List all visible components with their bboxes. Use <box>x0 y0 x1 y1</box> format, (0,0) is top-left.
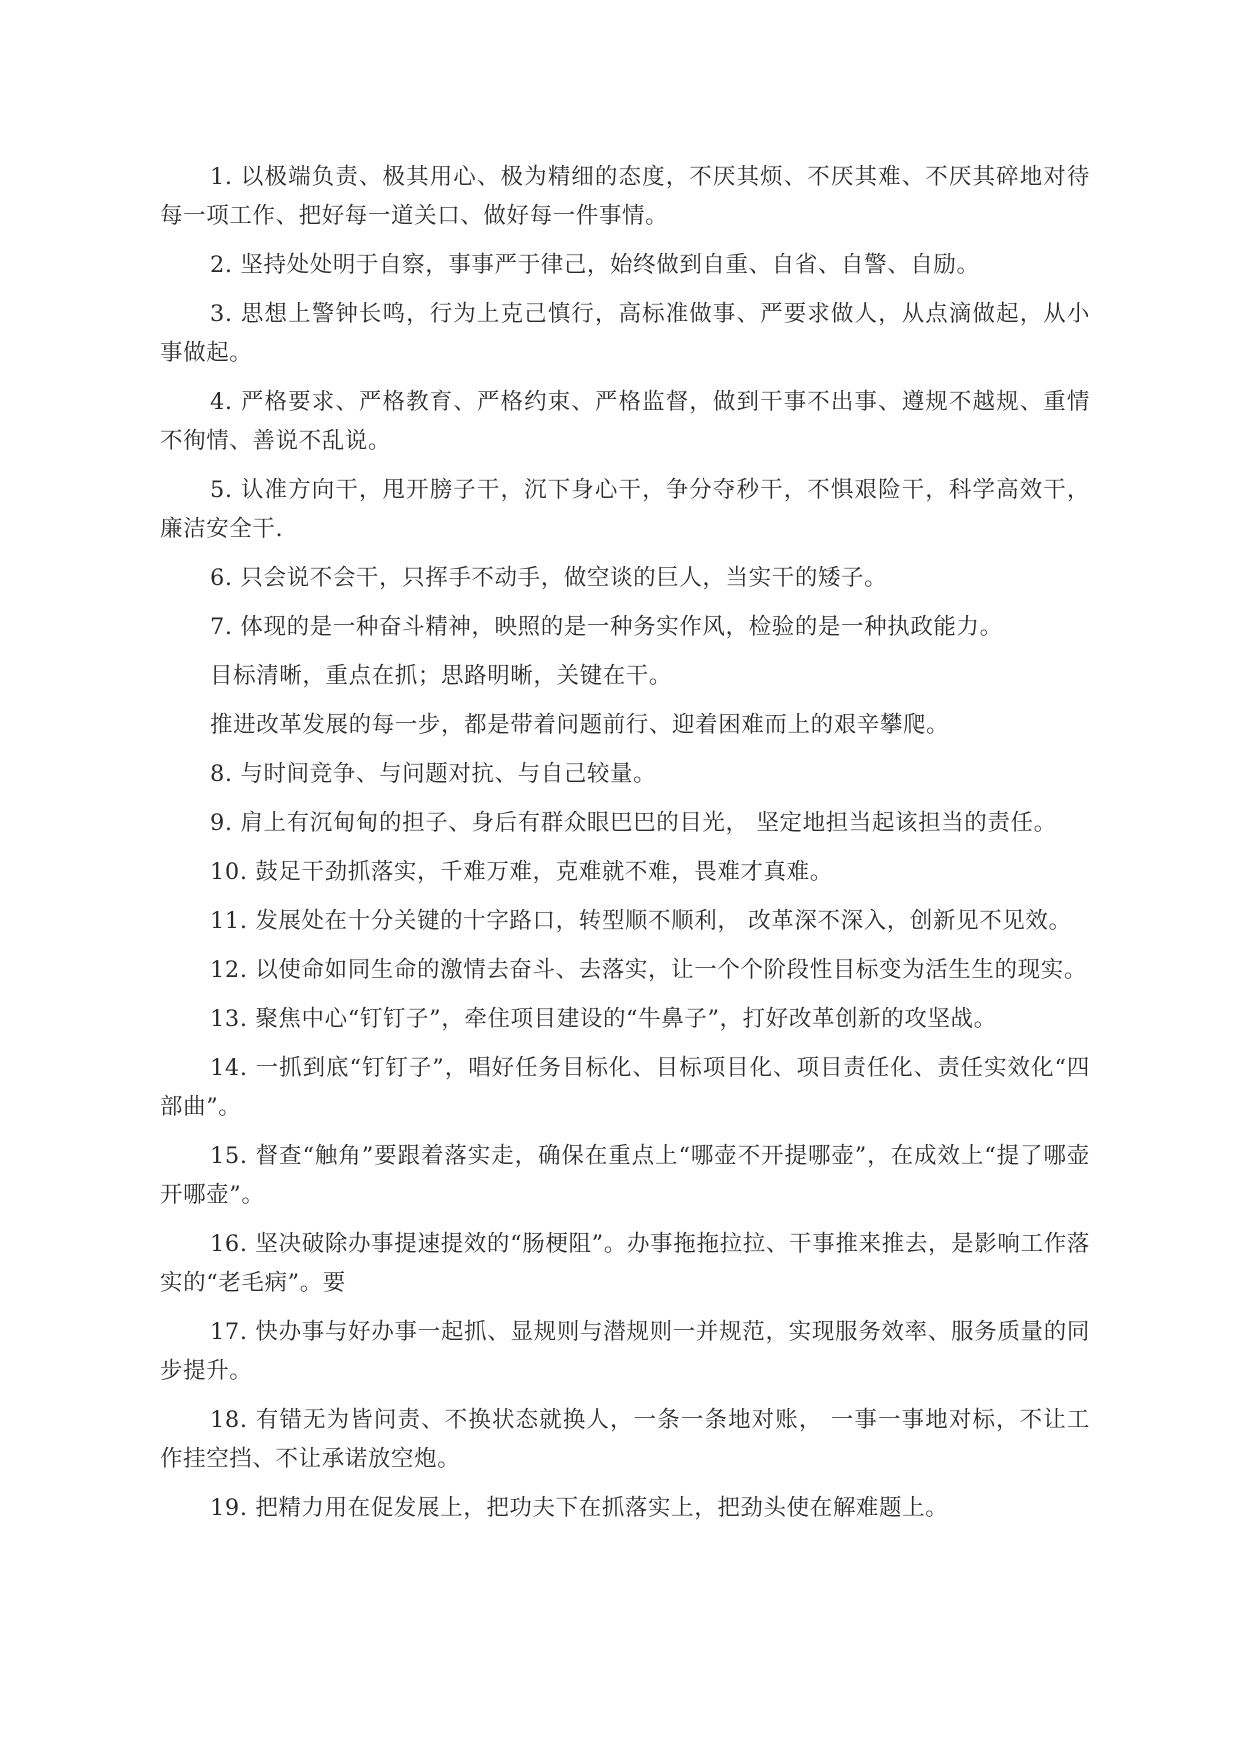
paragraph-7a: 目标清晰，重点在抓；思路明晰，关键在干。 <box>210 663 673 689</box>
paragraph-19: 19. 把精力用在促发展上，把功夫下在抓落实上，把劲头使在解难题上。 <box>210 1495 949 1521</box>
paragraph-3: 3. 思想上警钟长鸣，行为上克己慎行，高标准做事、严要求做人，从点滴做起，从小事做起。 <box>160 301 1090 366</box>
paragraph-2: 2. 坚持处处明于自察，事事严于律己，始终做到自重、自省、自警、自励。 <box>210 252 980 278</box>
paragraph-5: 5. 认准方向干，甩开膀子干，沉下身心干，争分夺秒干，不惧艰险干，科学高效干，廉洁安全干. <box>160 477 1090 542</box>
paragraph-4: 4. 严格要求、严格教育、严格约束、严格监督，做到干事不出事、遵规不越规、重情不徇情、善说不乱说。 <box>160 389 1090 454</box>
paragraph-15: 15. 督查“触角”要跟着落实走，确保在重点上“哪壶不开提哪壶”，在成效上“提了哪壶开哪壶”。 <box>160 1143 1090 1208</box>
paragraph-10: 10. 鼓足干劲抓落实，千难万难，克难就不难，畏难才真难。 <box>210 859 833 885</box>
paragraph-1: 1. 以极端负责、极其用心、极为精细的态度，不厌其烦、不厌其难、不厌其碎地对待每一项工作、把好每一道关口、做好每一件事情。 <box>160 164 1090 229</box>
paragraph-7b: 推进改革发展的每一步，都是带着问题前行、迎着困难而上的艰辛攀爬。 <box>210 712 950 738</box>
paragraph-6: 6. 只会说不会干，只挥手不动手，做空谈的巨人，当实干的矮子。 <box>210 565 888 591</box>
paragraph-8: 8. 与时间竞争、与问题对抗、与自己较量。 <box>210 761 657 787</box>
paragraph-14: 14. 一抓到底“钉钉子”，唱好任务目标化、目标项目化、项目责任化、责任实效化“四部曲”。 <box>160 1055 1090 1120</box>
paragraph-18: 18. 有错无为皆问责、不换状态就换人，一条一条地对账， 一事一事地对标，不让工作挂空挡、不让承诺放空炮。 <box>160 1407 1090 1472</box>
paragraph-12: 12. 以使命如同生命的激情去奋斗、去落实，让一个个阶段性目标变为活生生的现实。 <box>210 957 1087 983</box>
paragraph-16: 16. 坚决破除办事提速提效的“肠梗阻”。办事拖拖拉拉、干事推来推去，是影响工作落实的“老毛病”。要 <box>160 1231 1090 1296</box>
paragraph-7: 7. 体现的是一种奋斗精神，映照的是一种务实作风，检验的是一种执政能力。 <box>210 614 1003 640</box>
document-body <box>160 158 1090 1538</box>
paragraph-17: 17. 快办事与好办事一起抓、显规则与潜规则一并规范，实现服务效率、服务质量的同步提升。 <box>160 1319 1090 1384</box>
paragraph-13: 13. 聚焦中心“钉钉子”，牵住项目建设的“牛鼻子”，打好改革创新的攻坚战。 <box>210 1006 997 1032</box>
paragraph-11: 11. 发展处在十分关键的十字路口，转型顺不顺利， 改革深不深入，创新见不见效。 <box>210 908 1072 934</box>
paragraph-9: 9. 肩上有沉甸甸的担子、身后有群众眼巴巴的目光， 坚定地担当起该担当的责任。 <box>210 810 1057 836</box>
